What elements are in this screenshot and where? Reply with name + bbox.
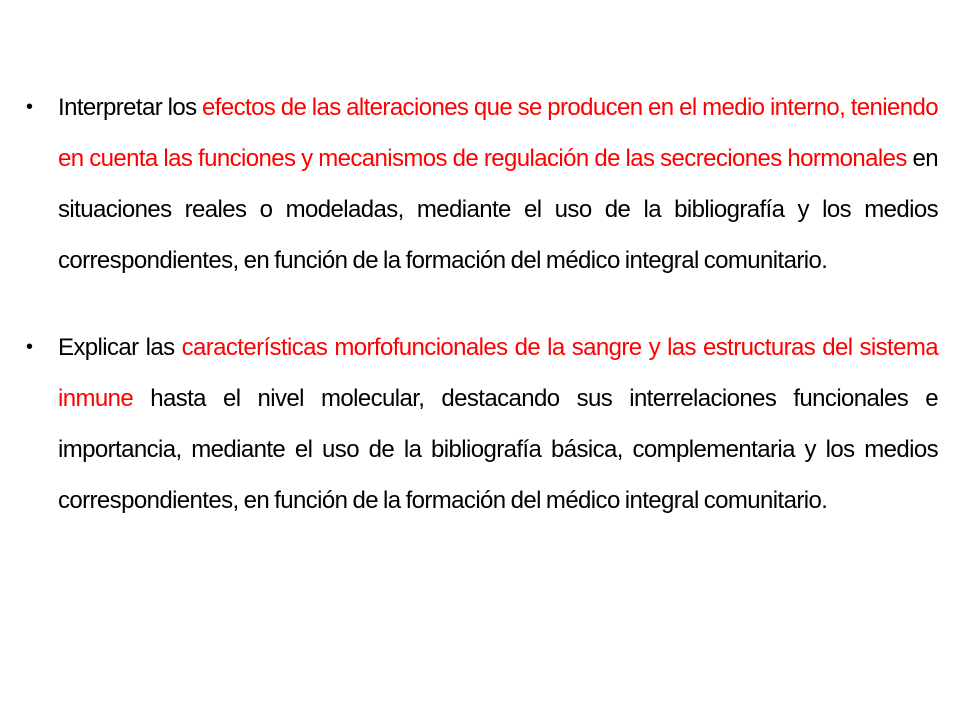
objective-text-rest: en situaciones reales o modeladas, mediante el uso de la bibliografía y los medios correspondientes, en función de la formación del médico integral comunitario. — [58, 145, 938, 274]
objective-text-highlight: características morfofuncionales de la sangre y las estructuras del sistema inmune — [58, 334, 938, 412]
objective-text-highlight: efectos de las alteraciones que se producen en el medio interno, teniendo en cuenta las funciones y mecanismos de regulación de las secreciones hormonales — [58, 94, 938, 172]
objective-item-endocrine — [20, 82, 938, 286]
objective-item-blood-immune — [20, 322, 938, 526]
objective-text-intro: Interpretar los — [58, 94, 203, 121]
bullet-icon: • — [26, 96, 33, 118]
objective-text-intro: Explicar las — [58, 334, 182, 361]
objective-text-rest: hasta el nivel molecular, destacando sus interrelaciones funcionales e importancia, mediante el uso de la bibliografía básica, complementaria y los medios correspondientes, en función de la formación del médico integral comunitario. — [58, 385, 938, 514]
objectives-list — [20, 82, 938, 526]
bullet-icon: • — [26, 336, 33, 358]
